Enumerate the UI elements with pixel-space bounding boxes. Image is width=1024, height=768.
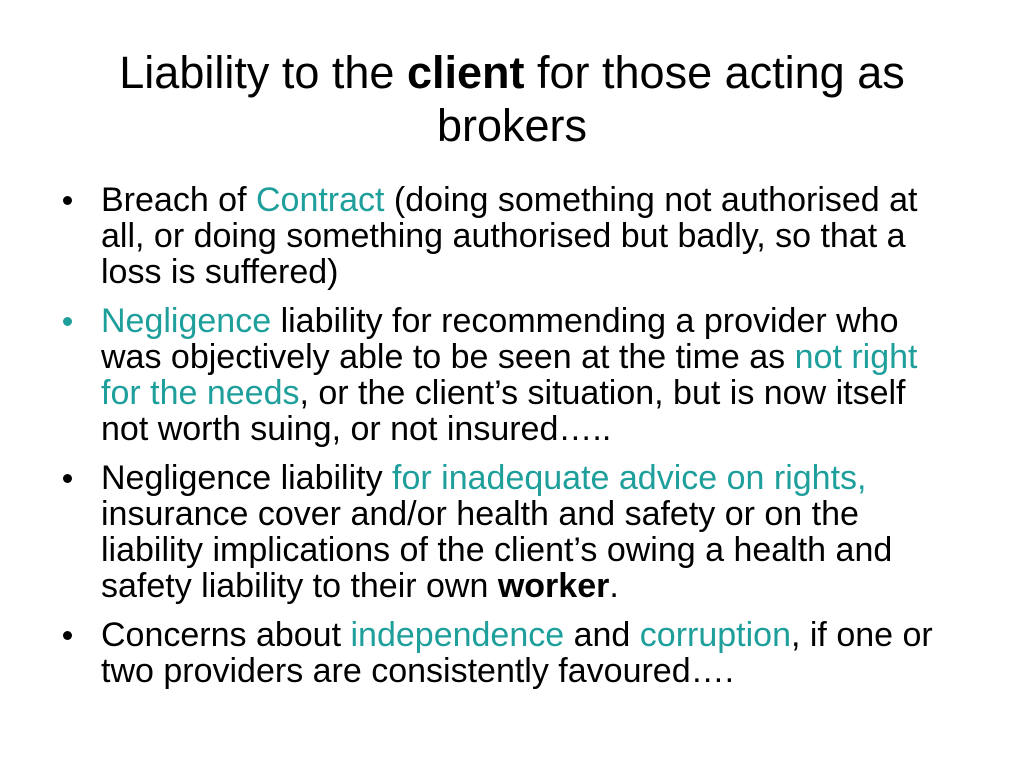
bullet-item-negligence-recommending	[62, 303, 952, 447]
title-text-end: for those acting as brokers	[436, 47, 905, 151]
bold-term: worker	[497, 567, 610, 605]
highlighted-term: Contract	[255, 181, 385, 219]
bullet-text-segment: Concerns about	[101, 616, 351, 654]
bullet-text-segment: Negligence liability	[101, 459, 393, 497]
title-emphasis: client	[406, 47, 525, 98]
bullet-marker	[63, 474, 72, 483]
bullet-text	[101, 460, 946, 604]
bullet-item-independence-corruption	[62, 617, 952, 689]
bullet-text-segment: and	[564, 616, 640, 654]
bullet-item-negligence-advice	[62, 460, 952, 604]
bullet-marker	[63, 631, 72, 640]
highlighted-term: Negligence	[101, 302, 272, 340]
bullet-text-segment: , if one or two providers are consistently favoured….	[101, 616, 933, 690]
bullet-text-segment: liability for recommending a provider who was objectively able to be seen at the time as	[101, 302, 899, 376]
highlighted-term: for inadequate advice on rights,	[392, 459, 867, 497]
bullet-text	[101, 182, 946, 290]
bullet-text	[101, 303, 946, 447]
bullet-text-segment: Breach of	[101, 181, 256, 219]
bullet-marker	[63, 196, 72, 205]
bullet-marker	[63, 317, 72, 326]
bullet-list	[62, 182, 952, 702]
slide-title	[82, 46, 942, 152]
highlighted-term: not right for the needs	[101, 338, 918, 412]
bullet-text	[101, 617, 946, 689]
highlighted-term: corruption	[639, 616, 791, 654]
bullet-text-segment: , or the client’s situation, but is now itself not worth suing, or not insured…..	[101, 374, 906, 448]
highlighted-term: independence	[350, 616, 565, 654]
bullet-text-segment: insurance cover and/or health and safety or on the liability implications of the client’s owing a health and safety liability to their own	[101, 495, 893, 605]
bullet-item-breach-of-contract	[62, 182, 952, 290]
bullet-text-segment: .	[609, 567, 619, 605]
title-text-start: Liability to the	[119, 47, 407, 98]
bullet-text-segment: (doing something not authorised at all, or doing something authorised but badly, so that a loss is suffered)	[101, 181, 918, 291]
